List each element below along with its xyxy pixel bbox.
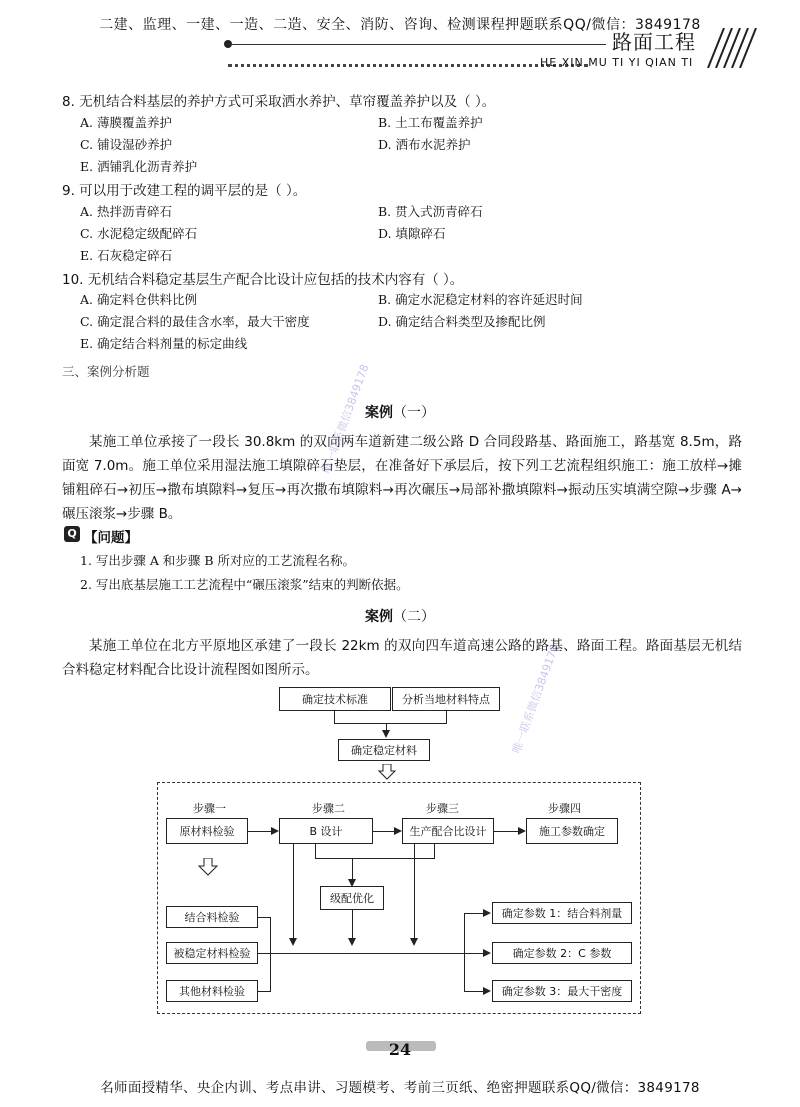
connector (464, 991, 484, 992)
arrow-down (289, 938, 297, 946)
step-label-2: 步骤二 (312, 802, 345, 815)
q9-option-b: B. 贯入式沥青碎石 (378, 204, 483, 219)
header-stripes-decoration (700, 28, 760, 68)
watermark: 唯一联系微信3849178 (319, 362, 372, 476)
flow-box-tech-standard: 确定技术标准 (279, 687, 391, 711)
q10-option-b: B. 确定水泥稳定材料的容许延迟时间 (378, 292, 583, 307)
connector (446, 711, 447, 723)
watermark: 唯一联系微信3849178 (509, 642, 562, 756)
q8-option-b: B. 土工布覆盖养护 (378, 115, 483, 130)
connector (414, 844, 415, 940)
case1-question-1: 1. 写出步骤 A 和步骤 B 所对应的工艺流程名称。 (80, 553, 356, 568)
section-title: 路面工程 (612, 30, 696, 54)
case1-question-2: 2. 写出底基层施工工艺流程中“碾压滚浆”结束的判断依据。 (80, 577, 409, 592)
flow-box-binder-test: 结合料检验 (166, 906, 258, 928)
connector (315, 858, 435, 859)
q10-option-c: C. 确定混合料的最佳含水率，最大干密度 (80, 314, 310, 329)
connector (334, 711, 335, 723)
flow-box-other-test: 其他材料检验 (166, 980, 258, 1002)
header-dotted-rule (228, 64, 588, 67)
question-9-stem: 9. 可以用于改建工程的调平层的是（ ）。 (62, 183, 307, 199)
q10-option-a: A. 确定料仓供料比例 (80, 292, 197, 307)
arrow-down (382, 730, 390, 738)
connector (352, 910, 353, 940)
case1-title: 案例（一） (365, 405, 435, 421)
flow-box-param-1: 确定参数 1：结合料剂量 (492, 902, 632, 924)
case2-paragraph: 某施工单位在北方平原地区承建了一段长 22km 的双向四车道高速公路的路基、路面工程。路面基层无机结合料稳定材料配合比设计流程图如图所示。 (62, 638, 742, 678)
connector (494, 831, 519, 832)
q9-option-d: D. 填隙碎石 (378, 226, 446, 241)
flow-box-construction-params: 施工参数确定 (526, 818, 618, 844)
connector (258, 917, 270, 918)
question-icon: Q (64, 526, 80, 542)
connector (434, 844, 435, 859)
connector (373, 831, 395, 832)
footer-banner: 名师面授精华、央企内训、考点串讲、习题模考、考前三页纸、绝密押题联系QQ/微信：3849178 (100, 1080, 700, 1096)
header-pinyin: HE XIN MU TI YI QIAN TI (540, 56, 694, 69)
arrow-right (483, 949, 491, 957)
flow-box-production-mix: 生产配合比设计 (402, 818, 494, 844)
connector (293, 844, 294, 940)
arrow-right (518, 827, 526, 835)
case2-title: 案例（二） (365, 609, 435, 625)
connector (315, 844, 316, 858)
header-banner: 二建、监理、一建、一造、二造、安全、消防、咨询、检测课程押题联系QQ/微信：3849178 (99, 17, 701, 33)
connector (464, 913, 465, 991)
step-label-1: 步骤一 (193, 802, 226, 815)
q8-option-d: D. 洒布水泥养护 (378, 137, 471, 152)
connector (334, 723, 447, 724)
flow-box-stabilized-test: 被稳定材料检验 (166, 942, 258, 964)
case1-paragraph: 某施工单位承接了一段长 30.8km 的双向两车道新建二级公路 D 合同段路基、路面施工，路基宽 8.5m，路面宽 7.0m。施工单位采用湿法施工填隙碎石垫层，在准备好下承层后，按下列工艺流程组织施工：施工放样→摊铺粗碎石→初压→撒布填隙料→复压→再次撒布填隙料→再次碾压→局部补撒填隙料→振动压实填满空隙→步骤 A→碾压滚浆→步骤 B。 (62, 434, 742, 522)
q8-option-a: A. 薄膜覆盖养护 (80, 115, 172, 130)
q10-option-d: D. 确定结合料类型及掺配比例 (378, 314, 546, 329)
question-10-stem: 10. 无机结合料稳定基层生产配合比设计应包括的技术内容有（ ）。 (62, 272, 464, 288)
flow-box-param-2: 确定参数 2：C 参数 (492, 942, 632, 964)
q9-option-a: A. 热拌沥青碎石 (80, 204, 172, 219)
connector (258, 953, 464, 954)
hollow-arrow-down-icon (198, 858, 218, 876)
arrow-right (394, 827, 402, 835)
q9-option-c: C. 水泥稳定级配碎石 (80, 226, 198, 241)
arrow-right (271, 827, 279, 835)
q8-option-c: C. 铺设湿砂养护 (80, 137, 173, 152)
connector (464, 953, 484, 954)
header-rule (228, 44, 606, 45)
q10-option-e: E. 确定结合料剂量的标定曲线 (80, 336, 248, 351)
hollow-arrow-down-icon (378, 764, 396, 780)
connector (464, 913, 484, 914)
arrow-down (410, 938, 418, 946)
flow-box-b-design: B 设计 (279, 818, 373, 844)
step-label-3: 步骤三 (426, 802, 459, 815)
connector (270, 917, 271, 992)
q9-option-e: E. 石灰稳定碎石 (80, 248, 173, 263)
flow-box-raw-material-test: 原材料检验 (166, 818, 248, 844)
section-heading: 三、案例分析题 (62, 364, 150, 379)
arrow-right (483, 909, 491, 917)
connector (248, 831, 272, 832)
flow-box-stabilized-material: 确定稳定材料 (338, 739, 430, 761)
case1-question-label: 【问题】 (84, 530, 138, 546)
question-8-stem: 8. 无机结合料基层的养护方式可采取洒水养护、草帘覆盖养护以及（ ）。 (62, 94, 496, 110)
connector (258, 991, 270, 992)
arrow-right (483, 987, 491, 995)
arrow-down (348, 938, 356, 946)
flow-box-grading-optimization: 级配优化 (320, 886, 384, 910)
step-label-4: 步骤四 (548, 802, 581, 815)
q8-option-e: E. 洒铺乳化沥青养护 (80, 159, 198, 174)
page-number: 24 (388, 1040, 412, 1059)
flow-box-param-3: 确定参数 3：最大干密度 (492, 980, 632, 1002)
flow-box-local-materials: 分析当地材料特点 (392, 687, 500, 711)
